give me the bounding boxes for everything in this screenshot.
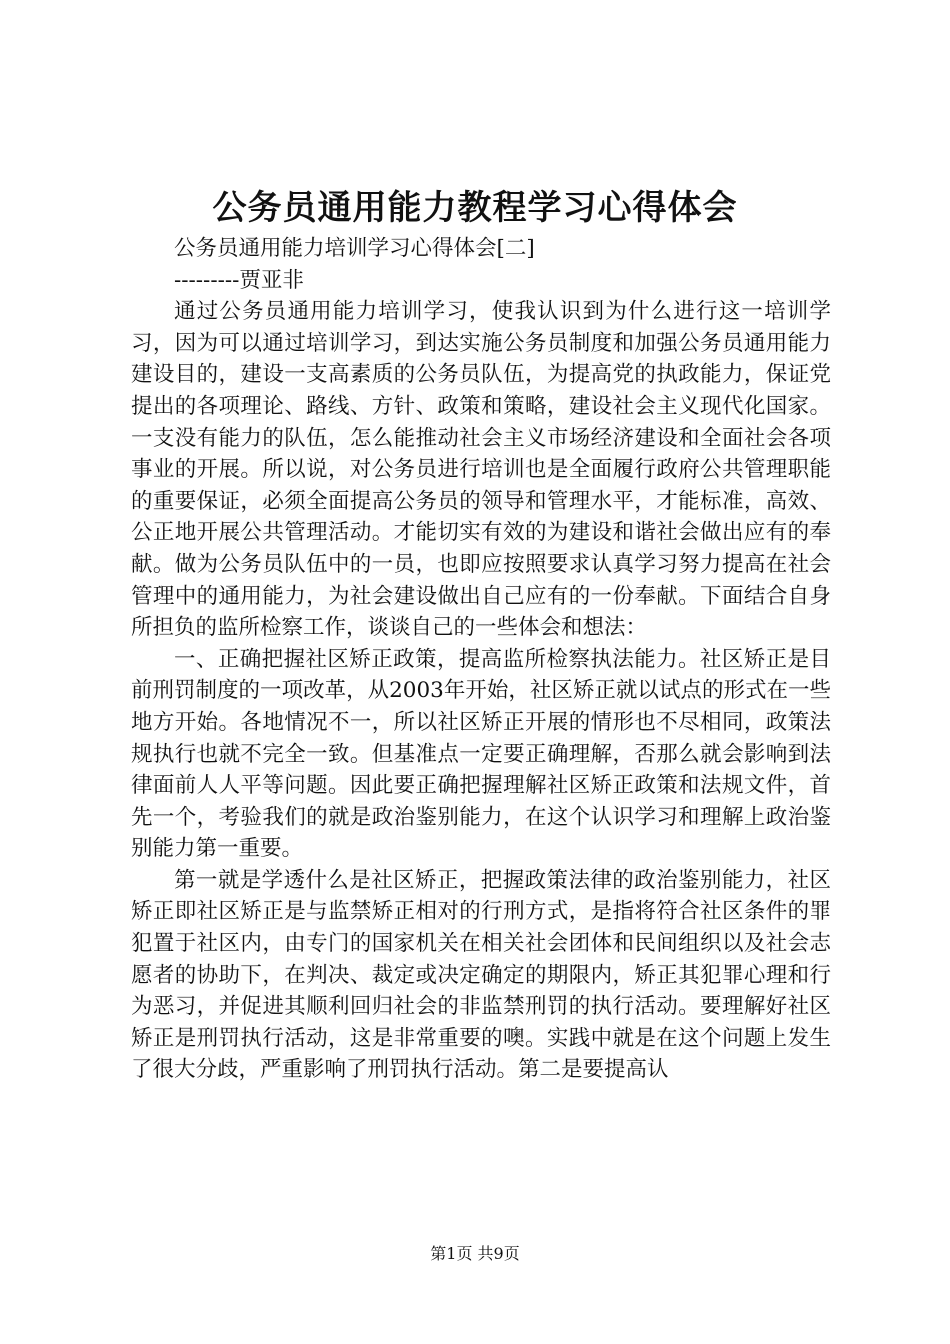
document-author: ---------贾亚非 [174, 267, 304, 293]
document-subtitle: 公务员通用能力培训学习心得体会[二] [174, 236, 535, 261]
paragraph-first-point: 第一就是学透什么是社区矫正，把握政策法律的政治鉴别能力，社区矫正即社区矫正是与监禁矫正相对的行刑方式，是指将符合社区条件的罪犯置于社区内，由专门的国家机关在相关社会团体和民间组织以及社会志愿者的协助下，在判决、裁定或决定确定的期限内，矫正其犯罪心理和行为恶习，并促进其顺利回归社会的非监禁刑罚的执行活动。要理解好社区矫正是刑罚执行活动，这是非常重要的噢。实践中就是在这个问题上发生了很大分歧，严重影响了刑罚执行活动。第二是要提高认 [131, 867, 831, 1083]
document-title: 公务员通用能力教程学习心得体会 [212, 188, 738, 228]
paragraph-section-one: 一、正确把握社区矫正政策，提高监所检察执法能力。社区矫正是目前刑罚制度的一项改革，从2003年开始，社区矫正就以试点的形式在一些地方开始。各地情况不一，所以社区矫正开展的情形也不尽相同，政策法规执行也就不完全一致。但基准点一定要正确理解，否那么就会影响到法律面前人人平等问题。因此要正确把握理解社区矫正政策和法规文件，首先一个，考验我们的就是政治鉴别能力，在这个认识学习和理解上政治鉴别能力第一重要。 [131, 646, 831, 862]
paragraph-intro: 通过公务员通用能力培训学习，使我认识到为什么进行这一培训学习，因为可以通过培训学习，到达实施公务员制度和加强公务员通用能力建设目的，建设一支高素质的公务员队伍，为提高党的执政能力，保证党提出的各项理论、路线、方针、政策和策略，建设社会主义现代化国家。一支没有能力的队伍，怎么能推动社会主义市场经济建设和全面社会各项事业的开展。所以说，对公务员进行培训也是全面履行政府公共管理职能的重要保证，必须全面提高公务员的领导和管理水平，才能标准，高效、公正地开展公共管理活动。才能切实有效的为建设和谐社会做出应有的奉献。做为公务员队伍中的一员，也即应按照要求认真学习努力提高在社会管理中的通用能力，为社会建设做出自己应有的一份奉献。下面结合自身所担负的监所检察工作，谈谈自己的一些体会和想法： [131, 299, 831, 641]
document-body [131, 233, 831, 1086]
page-footer: 第1页 共9页 [430, 1244, 520, 1263]
